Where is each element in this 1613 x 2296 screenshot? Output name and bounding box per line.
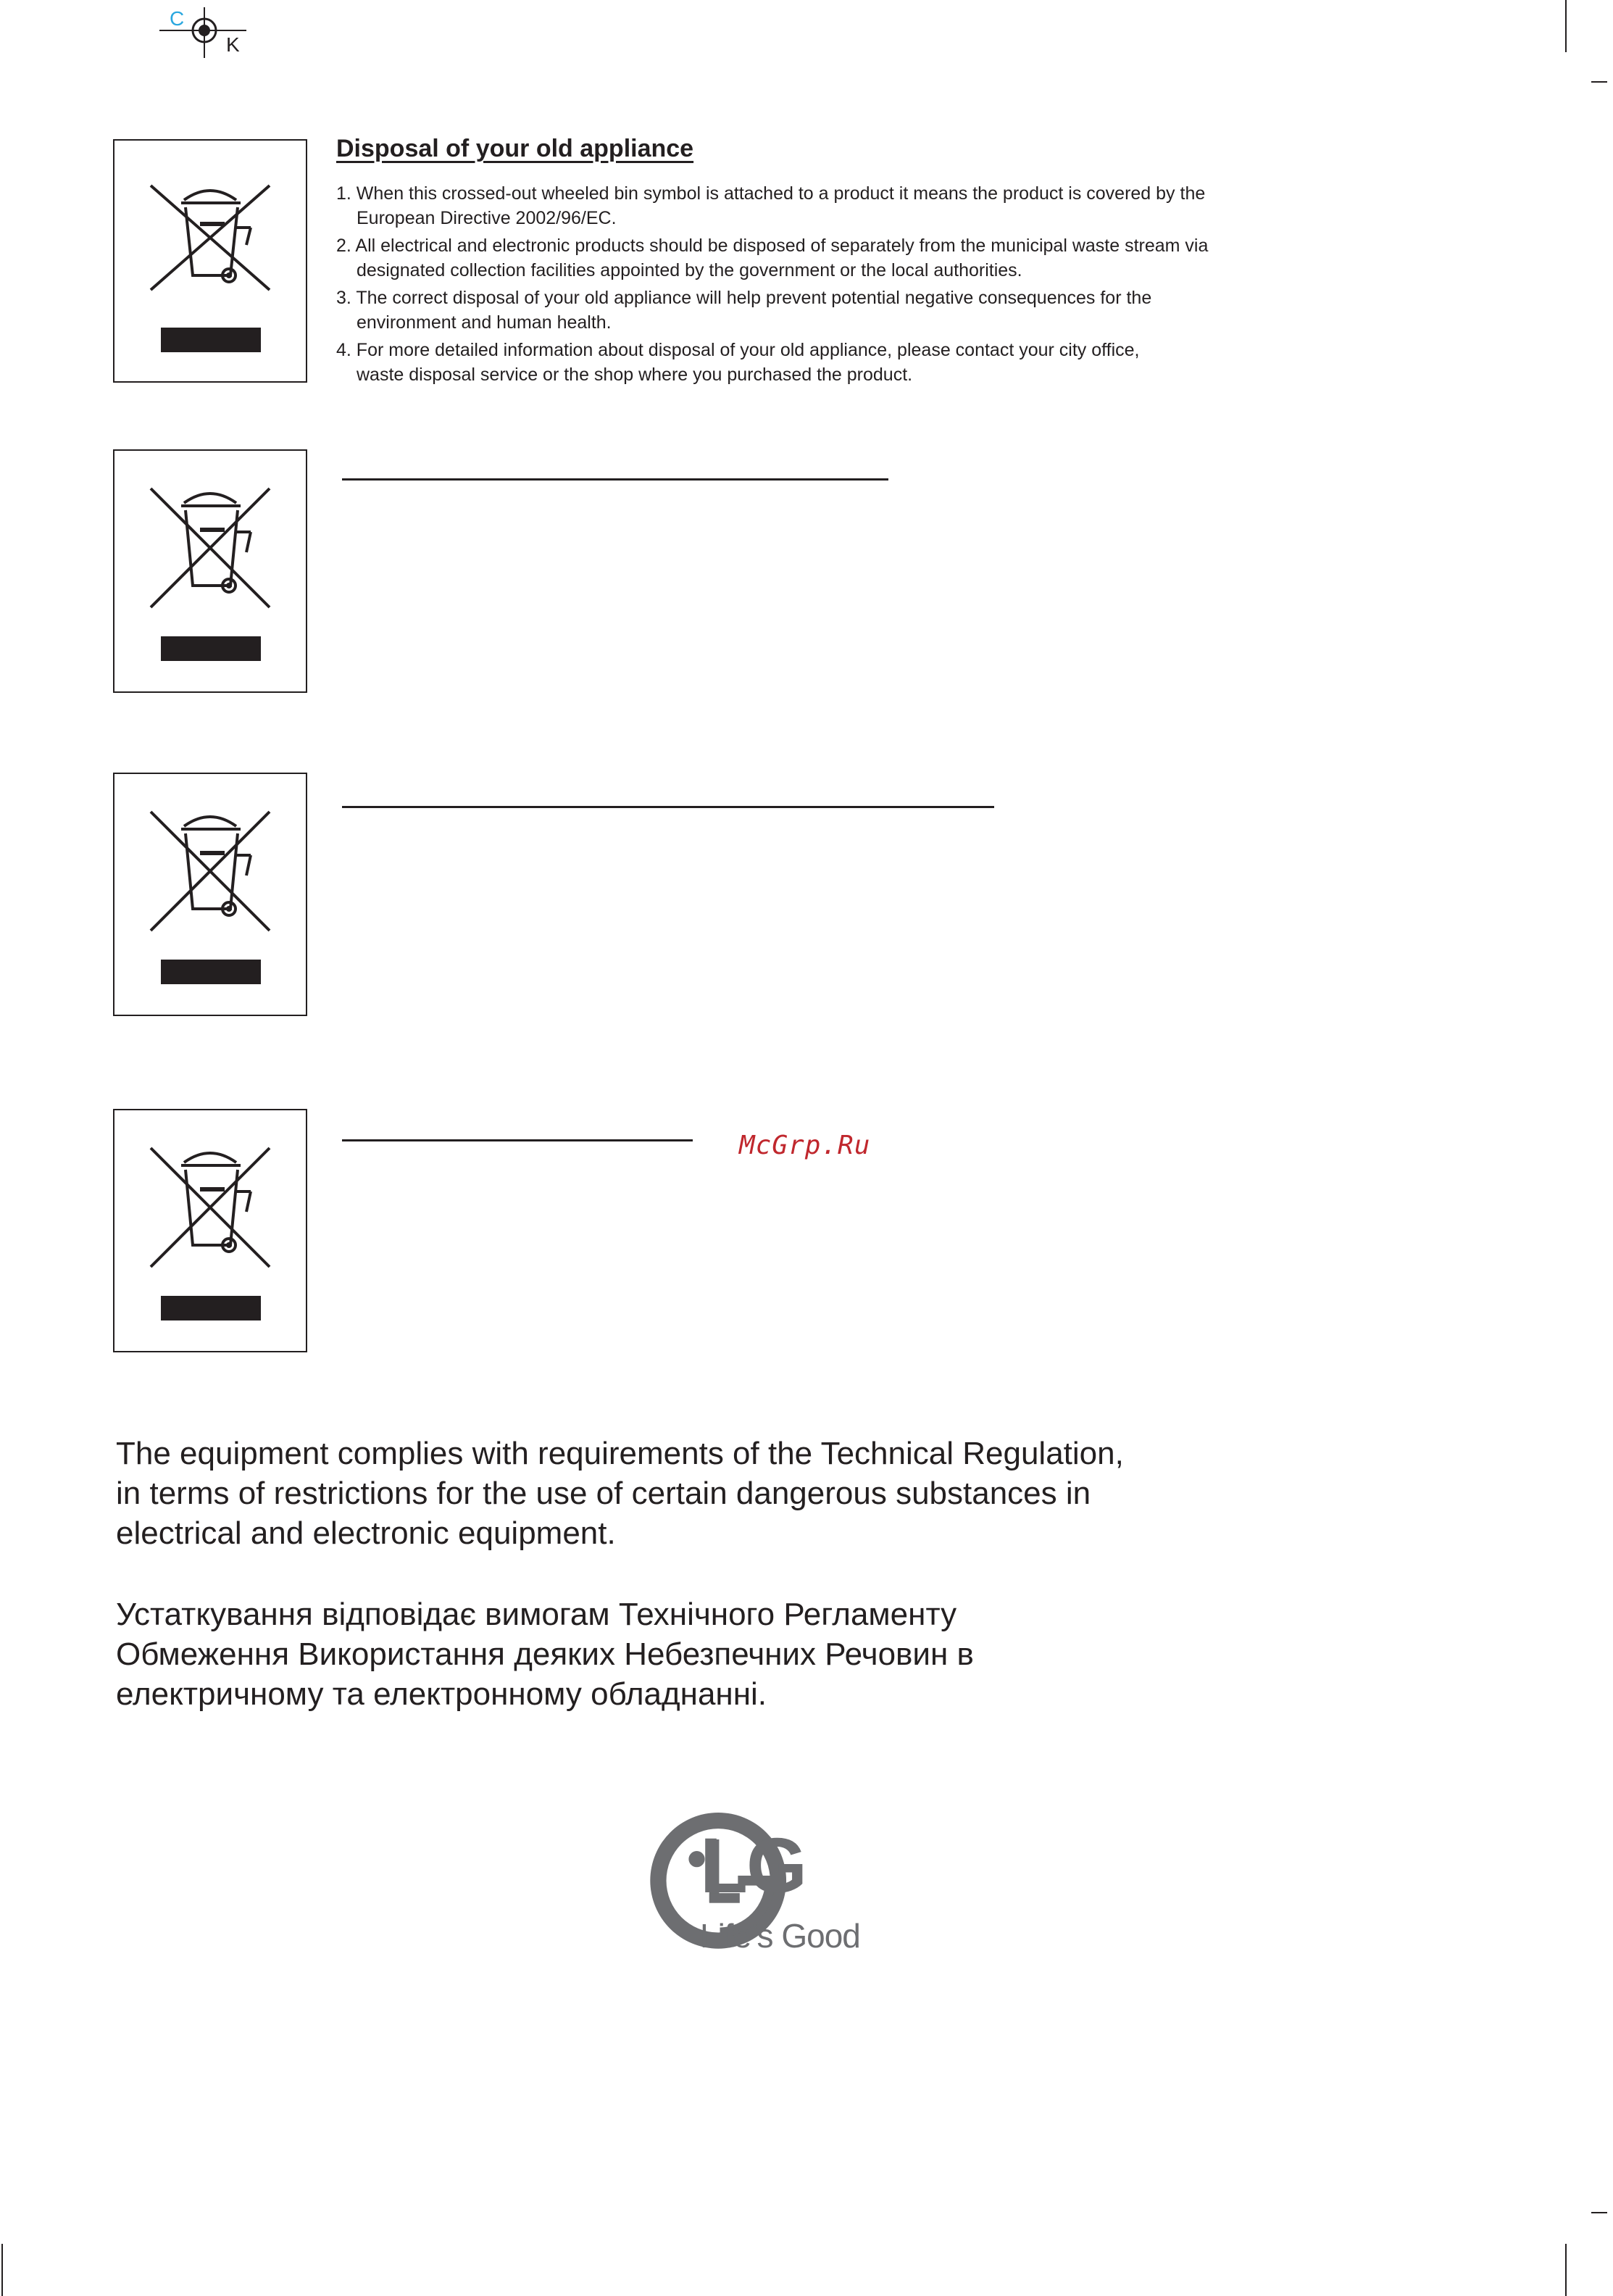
crossed-bin-icon (114, 451, 309, 694)
disposal-heading: Disposal of your old appliance (336, 135, 694, 162)
weee-symbol-box (113, 449, 307, 693)
weee-symbol-box (113, 1109, 307, 1352)
crop-mark (1565, 2244, 1567, 2296)
weee-symbol-box (113, 773, 307, 1016)
crop-mark (1591, 81, 1607, 83)
crop-mark (1591, 2212, 1607, 2213)
disposal-item-line: 4. For more detailed information about disposal of your old appliance, please contact your city office, (336, 340, 1140, 360)
crosshair-icon (159, 7, 254, 58)
crossed-bin-icon (114, 774, 309, 1018)
weee-symbol-box (113, 139, 307, 383)
compliance-line: Устаткування відповідає вимогам Технічного Регламенту (116, 1597, 957, 1632)
heading-rule (342, 478, 888, 481)
disposal-item (336, 338, 1365, 387)
crop-mark (1565, 0, 1567, 52)
disposal-item-line: waste disposal service or the shop where you purchased the product. (357, 365, 913, 385)
disposal-item (336, 233, 1365, 283)
crop-mark (1, 2244, 3, 2296)
lg-tagline: Life’s Good (700, 1917, 860, 1955)
compliance-statement-uk (116, 1594, 1246, 1714)
heading-rule (342, 806, 994, 808)
compliance-statement-en (116, 1434, 1246, 1553)
disposal-item-line: 3. The correct disposal of your old appliance will help prevent potential negative consequences for the (336, 288, 1152, 308)
crossed-bin-icon (114, 141, 309, 384)
disposal-item (336, 286, 1365, 335)
registration-mark-k: K (226, 33, 240, 56)
watermark: McGrp.Ru (739, 1131, 871, 1160)
registration-mark-c: C (170, 7, 185, 30)
compliance-line: Обмеження Використання деяких Небезпечних Речовин в (116, 1636, 974, 1672)
disposal-item-line: 2. All electrical and electronic products should be disposed of separately from the municipal waste stream via (336, 236, 1209, 256)
lg-wordmark: LG (700, 1821, 806, 1909)
compliance-line: in terms of restrictions for the use of certain dangerous substances in (116, 1476, 1091, 1511)
disposal-item-line: environment and human health. (357, 312, 612, 333)
compliance-line: The equipment complies with requirements of the Technical Regulation, (116, 1436, 1124, 1471)
compliance-line: electrical and electronic equipment. (116, 1515, 616, 1551)
crossed-bin-icon (114, 1110, 309, 1354)
disposal-item (336, 181, 1365, 230)
disposal-item-line: designated collection facilities appointed by the government or the local authorities. (357, 260, 1022, 280)
heading-rule (342, 1139, 693, 1141)
disposal-item-line: 1. When this crossed-out wheeled bin symbol is attached to a product it means the product is covered by the (336, 183, 1206, 204)
compliance-line: електричному та електронному обладнанні. (116, 1676, 767, 1712)
disposal-item-line: European Directive 2002/96/EC. (357, 208, 617, 228)
